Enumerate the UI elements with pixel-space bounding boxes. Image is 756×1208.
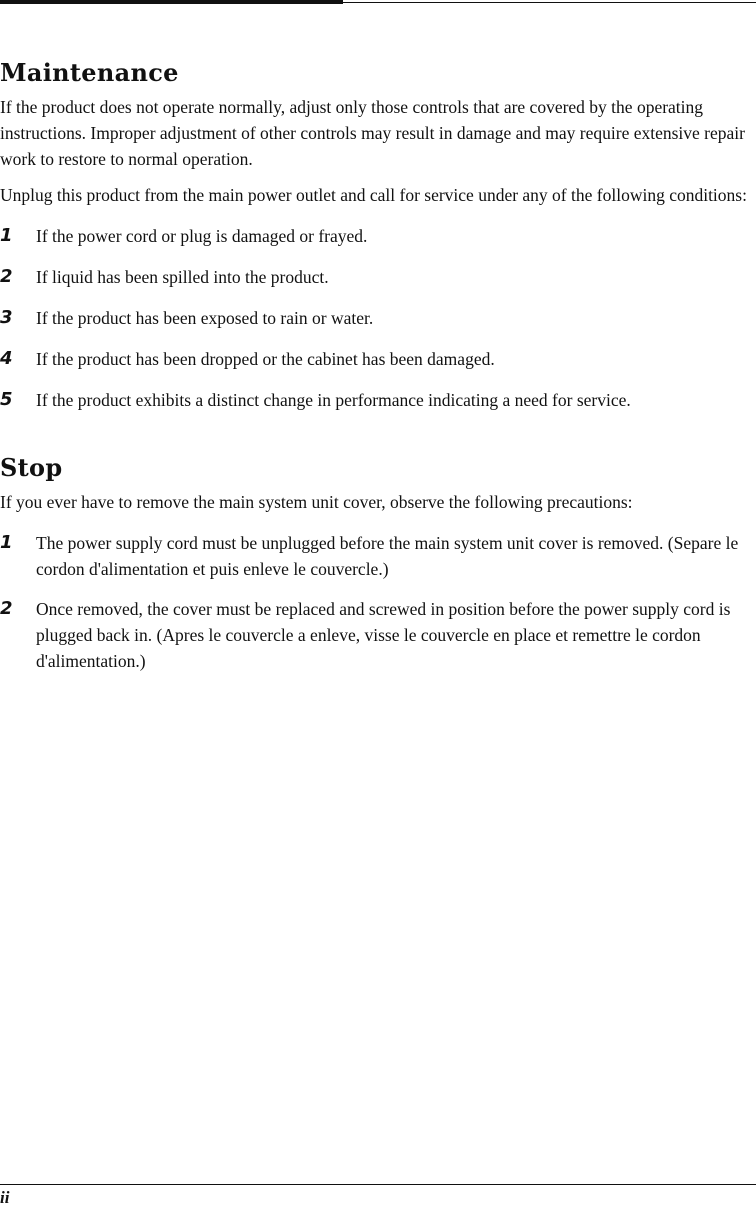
maintenance-section	[0, 56, 756, 413]
maintenance-heading: Maintenance	[0, 58, 179, 87]
list-item	[0, 223, 756, 249]
stop-precautions-list	[0, 530, 756, 674]
list-item-text: If the product exhibits a distinct change in performance indicating a need for service.	[36, 390, 631, 410]
stop-heading: Stop	[0, 453, 63, 482]
list-item	[0, 264, 756, 290]
list-item-number: 1	[0, 532, 13, 553]
list-item-number: 3	[0, 307, 13, 328]
list-item-text: If liquid has been spilled into the product.	[36, 267, 329, 287]
footer-rule	[0, 1184, 756, 1185]
list-item	[0, 305, 756, 331]
list-item-number: 5	[0, 389, 13, 410]
list-item	[0, 596, 756, 674]
list-item-number: 4	[0, 348, 13, 369]
page-number: ii	[0, 1188, 10, 1207]
page-content	[0, 56, 756, 674]
list-item-text: If the power cord or plug is damaged or frayed.	[36, 226, 368, 246]
stop-section	[0, 451, 756, 674]
stop-intro: If you ever have to remove the main system unit cover, observe the following precautions:	[0, 492, 633, 512]
maintenance-paragraph-2: Unplug this product from the main power outlet and call for service under any of the following conditions:	[0, 185, 747, 205]
maintenance-paragraph-1: If the product does not operate normally, adjust only those controls that are covered by the operating instructions. Improper adjustment of other controls may result in damage and may require extensive repair work to restore to normal operation.	[0, 97, 745, 169]
list-item-number: 2	[0, 598, 13, 619]
header-rule-thick	[0, 0, 343, 4]
header-rule-thin	[343, 2, 756, 3]
list-item	[0, 346, 756, 372]
list-item-text: If the product has been exposed to rain or water.	[36, 308, 374, 328]
list-item-number: 2	[0, 266, 13, 287]
list-item	[0, 530, 756, 582]
list-item-text: If the product has been dropped or the cabinet has been damaged.	[36, 349, 495, 369]
list-item-text: Once removed, the cover must be replaced and screwed in position before the power supply cord is plugged back in. (Apres le couvercle a enleve, visse le couvercle en place et remettre le cordon d'alimentation.)	[36, 599, 731, 671]
list-item-text: The power supply cord must be unplugged before the main system unit cover is removed. (Separe le cordon d'alimentation et puis enleve le couvercle.)	[36, 533, 739, 579]
maintenance-conditions-list	[0, 223, 756, 413]
list-item	[0, 387, 756, 413]
list-item-number: 1	[0, 225, 13, 246]
